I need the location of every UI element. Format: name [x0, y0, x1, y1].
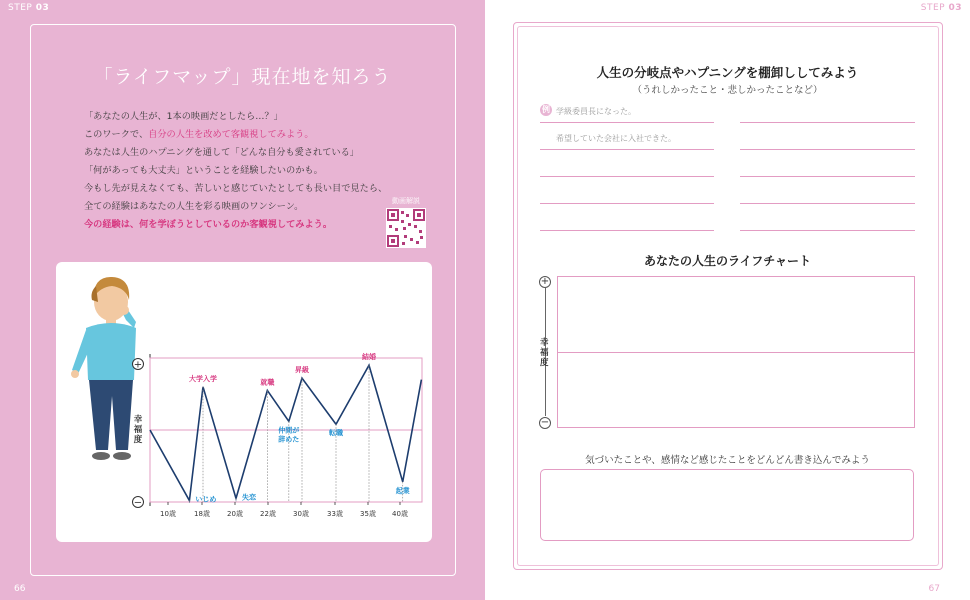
data-label: 辞めた: [278, 435, 300, 444]
intro-line-2: [84, 126, 404, 144]
intro-line-4: 「何があっても大丈夫」ということを経験したいのかも。: [84, 165, 323, 176]
write-line-r5[interactable]: [740, 230, 915, 231]
page-number-left: 66: [14, 584, 26, 594]
page-number-right: 67: [928, 584, 940, 594]
happiness-axis-label: 幸福度: [540, 338, 549, 368]
step-label-right: [921, 3, 962, 13]
x-tick-label: 20歳: [227, 510, 243, 518]
blank-life-chart-midline: [558, 352, 914, 353]
step-number: 03: [35, 3, 50, 13]
blank-life-chart[interactable]: [557, 276, 915, 428]
minus-sign: −: [133, 497, 143, 509]
example-text-2: 希望していた会社に入社できた。: [556, 134, 676, 143]
write-line-r3[interactable]: [740, 176, 915, 177]
step-number: 03: [948, 3, 962, 13]
x-tick-label: 30歳: [293, 510, 309, 518]
section-branching-title: 人生の分岐点やハプニングを棚卸ししてみよう: [596, 65, 859, 80]
write-line-l5[interactable]: [540, 230, 714, 231]
y-axis-label-char: 福: [133, 425, 143, 435]
intro-line-5: 今もし先が見えなくても、苦しいと感じていたとしても長い目で見たら、: [84, 183, 388, 194]
write-line-r1[interactable]: [740, 122, 915, 123]
x-tick-label: 33歳: [327, 510, 343, 518]
data-label: 昇級: [295, 366, 309, 375]
intro-text: [84, 108, 404, 234]
write-line-r2[interactable]: [740, 149, 915, 150]
intro-line-2a: このワークで、: [84, 129, 149, 140]
section-branching-subtitle: （うれしかったこと・悲しかったことなど）: [632, 85, 823, 96]
y-axis-label-char: 度: [133, 435, 143, 445]
write-line-l3[interactable]: [540, 176, 714, 177]
x-tick-label: 35歳: [360, 510, 376, 518]
chart-plot-area: [133, 352, 423, 518]
qr-code[interactable]: [386, 208, 426, 248]
x-tick-label: 22歳: [260, 510, 276, 518]
intro-line-2-highlight: 自分の人生を改めて客観視してみよう。: [148, 129, 314, 140]
section-notes-title: 気づいたことや、感情など感じたことをどんどん書き込んでみよう: [585, 455, 870, 466]
data-label: いじめ: [195, 495, 217, 504]
data-label: 就職: [260, 378, 275, 387]
intro-line-6: 全ての経験はあなたの人生を彩る映画のワンシーン。: [84, 201, 304, 212]
step-label-left: [8, 3, 49, 13]
y-axis-label-char: 幸: [133, 415, 143, 425]
section-lifechart-title: あなたの人生のライフチャート: [644, 254, 811, 268]
plus-sign: +: [133, 359, 143, 371]
data-label: 結婚: [362, 353, 376, 362]
write-line-l1[interactable]: [540, 122, 714, 123]
qr-label: 動画解説: [392, 197, 420, 205]
write-line-l4[interactable]: [540, 203, 714, 204]
data-label: 仲間が: [278, 426, 300, 435]
person-illustration: [71, 277, 136, 460]
example-badge: 例: [542, 105, 550, 114]
page-title: 「ライフマップ」現在地を知ろう: [93, 66, 392, 88]
example-life-chart-card: [56, 262, 432, 542]
data-label: 起業: [395, 486, 410, 495]
qr-code-block[interactable]: [384, 196, 428, 248]
step-text: STEP: [920, 3, 946, 13]
plus-icon: +: [540, 276, 550, 287]
intro-line-7-highlight: 今の経験は、何を学ぼうとしているのか客観視してみよう。: [84, 219, 333, 230]
notes-box[interactable]: [540, 469, 914, 541]
x-tick-label: 10歳: [160, 510, 176, 518]
qr-code-icon: [386, 208, 426, 248]
step-text: STEP: [8, 3, 33, 13]
data-label: 失恋: [242, 493, 256, 502]
write-line-r4[interactable]: [740, 203, 915, 204]
intro-line-3: あなたは人生のハプニングを通して「どんな自分も愛されている」: [84, 147, 359, 158]
example-text-1: 学級委員長になった。: [556, 107, 636, 116]
minus-icon: −: [540, 417, 550, 428]
data-label: 大学入学: [189, 374, 217, 383]
x-tick-label: 18歳: [194, 510, 210, 518]
life-chart: [56, 262, 432, 542]
write-line-l2[interactable]: [540, 149, 714, 150]
data-label: 転職: [329, 429, 343, 438]
intro-line-1: 「あなたの人生が、1本の映画だとしたら…？」: [84, 111, 283, 122]
x-tick-label: 40歳: [392, 510, 408, 518]
